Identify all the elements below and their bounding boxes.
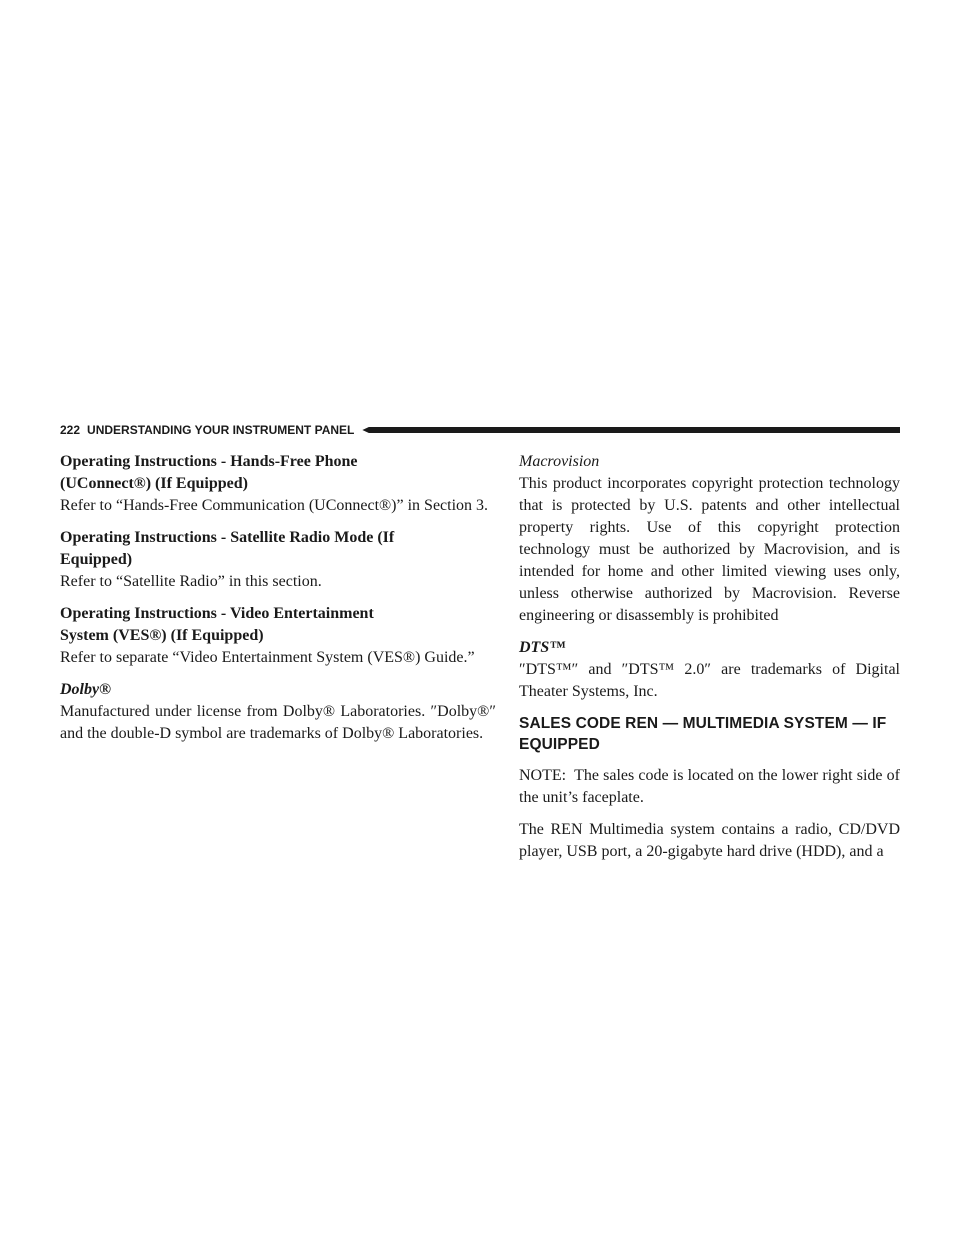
body-hands-free-phone: Refer to “Hands-Free Communication (UConnect®)” in Section 3. <box>60 497 489 514</box>
page-number: 222 <box>60 423 81 437</box>
section-video-entertainment <box>60 603 496 669</box>
heading-macrovision: Macrovision <box>519 453 600 470</box>
section-hands-free-phone <box>60 451 496 517</box>
section-macrovision <box>519 451 900 627</box>
section-dts <box>519 637 900 703</box>
body-dts: ″DTS™″ and ″DTS™ 2.0″ are trademarks of Digital Theater Systems, Inc. <box>519 661 900 700</box>
section-title: UNDERSTANDING YOUR INSTRUMENT PANEL <box>87 423 355 437</box>
heading-hands-free-phone: Operating Instructions - Hands-Free Phone (UConnect®) (If Equipped) <box>60 453 358 492</box>
page-header <box>60 423 900 437</box>
heading-dolby: Dolby® <box>60 681 112 698</box>
body-ren-description: The REN Multimedia system contains a radio, CD/DVD player, USB port, a 20-gigabyte hard drive (HDD), and a <box>519 821 900 860</box>
body-macrovision: This product incorporates copyright protection technology that is protected by U.S. patents and other intellectual property rights. Use of this copyright protection technology must be authorized by Macrovision, and is intended for home and other limited viewing uses only, unless otherwise authorized by Macrovision. Reverse engineering or disassembly is prohibited <box>519 475 900 624</box>
section-satellite-radio <box>60 527 496 593</box>
section-note <box>519 765 900 809</box>
heading-video-entertainment: Operating Instructions - Video Entertainment System (VES®) (If Equipped) <box>60 605 374 644</box>
heading-sales-code-ren: SALES CODE REN — MULTIMEDIA SYSTEM — IF EQUIPPED <box>519 715 887 753</box>
heading-dts: DTS™ <box>519 639 566 656</box>
body-satellite-radio: Refer to “Satellite Radio” in this section. <box>60 573 322 590</box>
right-column <box>519 451 900 873</box>
note-label: NOTE: <box>519 767 567 784</box>
header-rule <box>362 427 900 433</box>
body-video-entertainment: Refer to separate “Video Entertainment System (VES®) Guide.” <box>60 649 475 666</box>
section-dolby <box>60 679 496 745</box>
heading-satellite-radio: Operating Instructions - Satellite Radio Mode (If Equipped) <box>60 529 395 568</box>
section-ren-description <box>519 819 900 863</box>
body-dolby: Manufactured under license from Dolby® Laboratories. ″Dolby®″ and the double-D symbol are trademarks of Dolby® Laboratories. <box>60 703 496 742</box>
left-column <box>60 451 496 755</box>
body-note <box>519 765 900 809</box>
note-text: The sales code is located on the lower right side of the unit’s faceplate. <box>519 767 900 806</box>
